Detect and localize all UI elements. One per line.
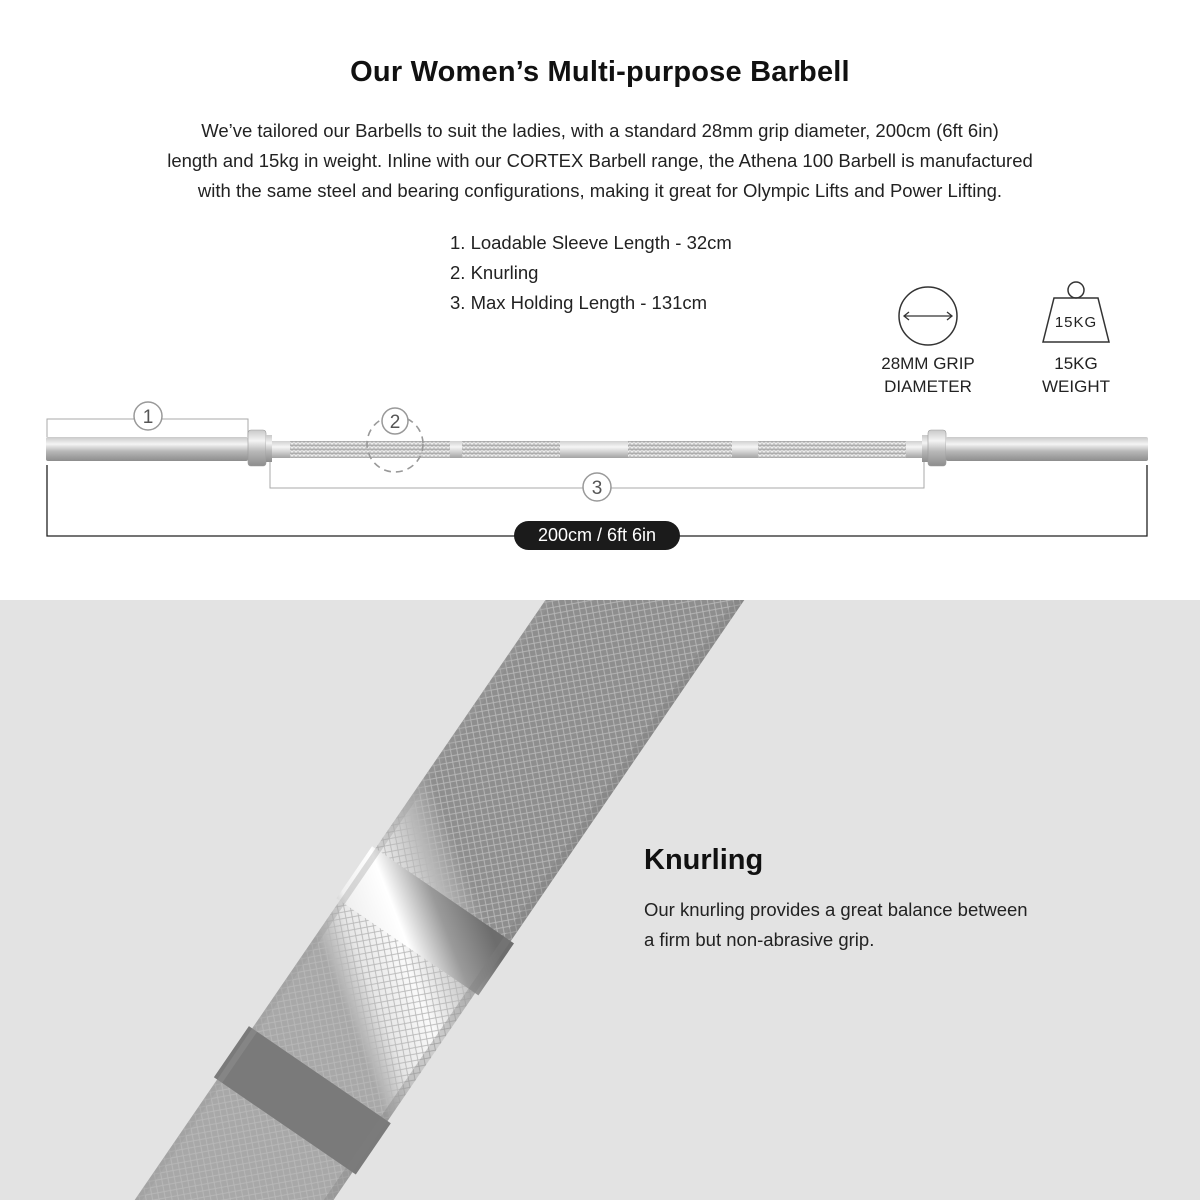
length-badge: 200cm / 6ft 6in bbox=[514, 521, 680, 550]
knurling-line: Our knurling provides a great balance between bbox=[644, 899, 1028, 920]
knurling-title: Knurling bbox=[644, 844, 764, 876]
marker-2 bbox=[367, 408, 423, 472]
intro-line: length and 15kg in weight. Inline with our CORTEX Barbell range, the Athena 100 Barbell is manufactured bbox=[167, 150, 1033, 171]
intro-paragraph bbox=[100, 116, 1100, 206]
marker-3 bbox=[270, 462, 924, 501]
spec-grip-line2: DIAMETER bbox=[884, 377, 972, 396]
intro-line: We’ve tailored our Barbells to suit the ladies, with a standard 28mm grip diameter, 200cm (6ft 6in) bbox=[201, 120, 999, 141]
spec-weight-line1: 15KG bbox=[1054, 354, 1098, 373]
feature-item-holding: 3. Max Holding Length - 131cm bbox=[450, 292, 708, 313]
knurling-line: a firm but non-abrasive grip. bbox=[644, 929, 875, 950]
diameter-icon bbox=[896, 284, 960, 348]
marker-1-label: 1 bbox=[142, 407, 154, 428]
spec-weight-line2: WEIGHT bbox=[1042, 377, 1110, 396]
intro-line: with the same steel and bearing configurations, making it great for Olympic Lifts and Power Lifting. bbox=[197, 180, 1003, 201]
feature-list bbox=[450, 228, 732, 318]
marker-1 bbox=[47, 402, 248, 437]
feature-item-knurling: 2. Knurling bbox=[450, 262, 539, 283]
knurling-description bbox=[644, 895, 1114, 955]
feature-item-sleeve: 1. Loadable Sleeve Length - 32cm bbox=[450, 232, 732, 253]
marker-3-label: 3 bbox=[591, 478, 603, 499]
spec-grip-line1: 28MM GRIP bbox=[881, 354, 975, 373]
weight-icon bbox=[1040, 280, 1112, 346]
page-title: Our Women’s Multi-purpose Barbell bbox=[350, 56, 850, 88]
weight-icon-label: 15KG bbox=[1054, 314, 1098, 331]
marker-2-label: 2 bbox=[389, 412, 401, 433]
